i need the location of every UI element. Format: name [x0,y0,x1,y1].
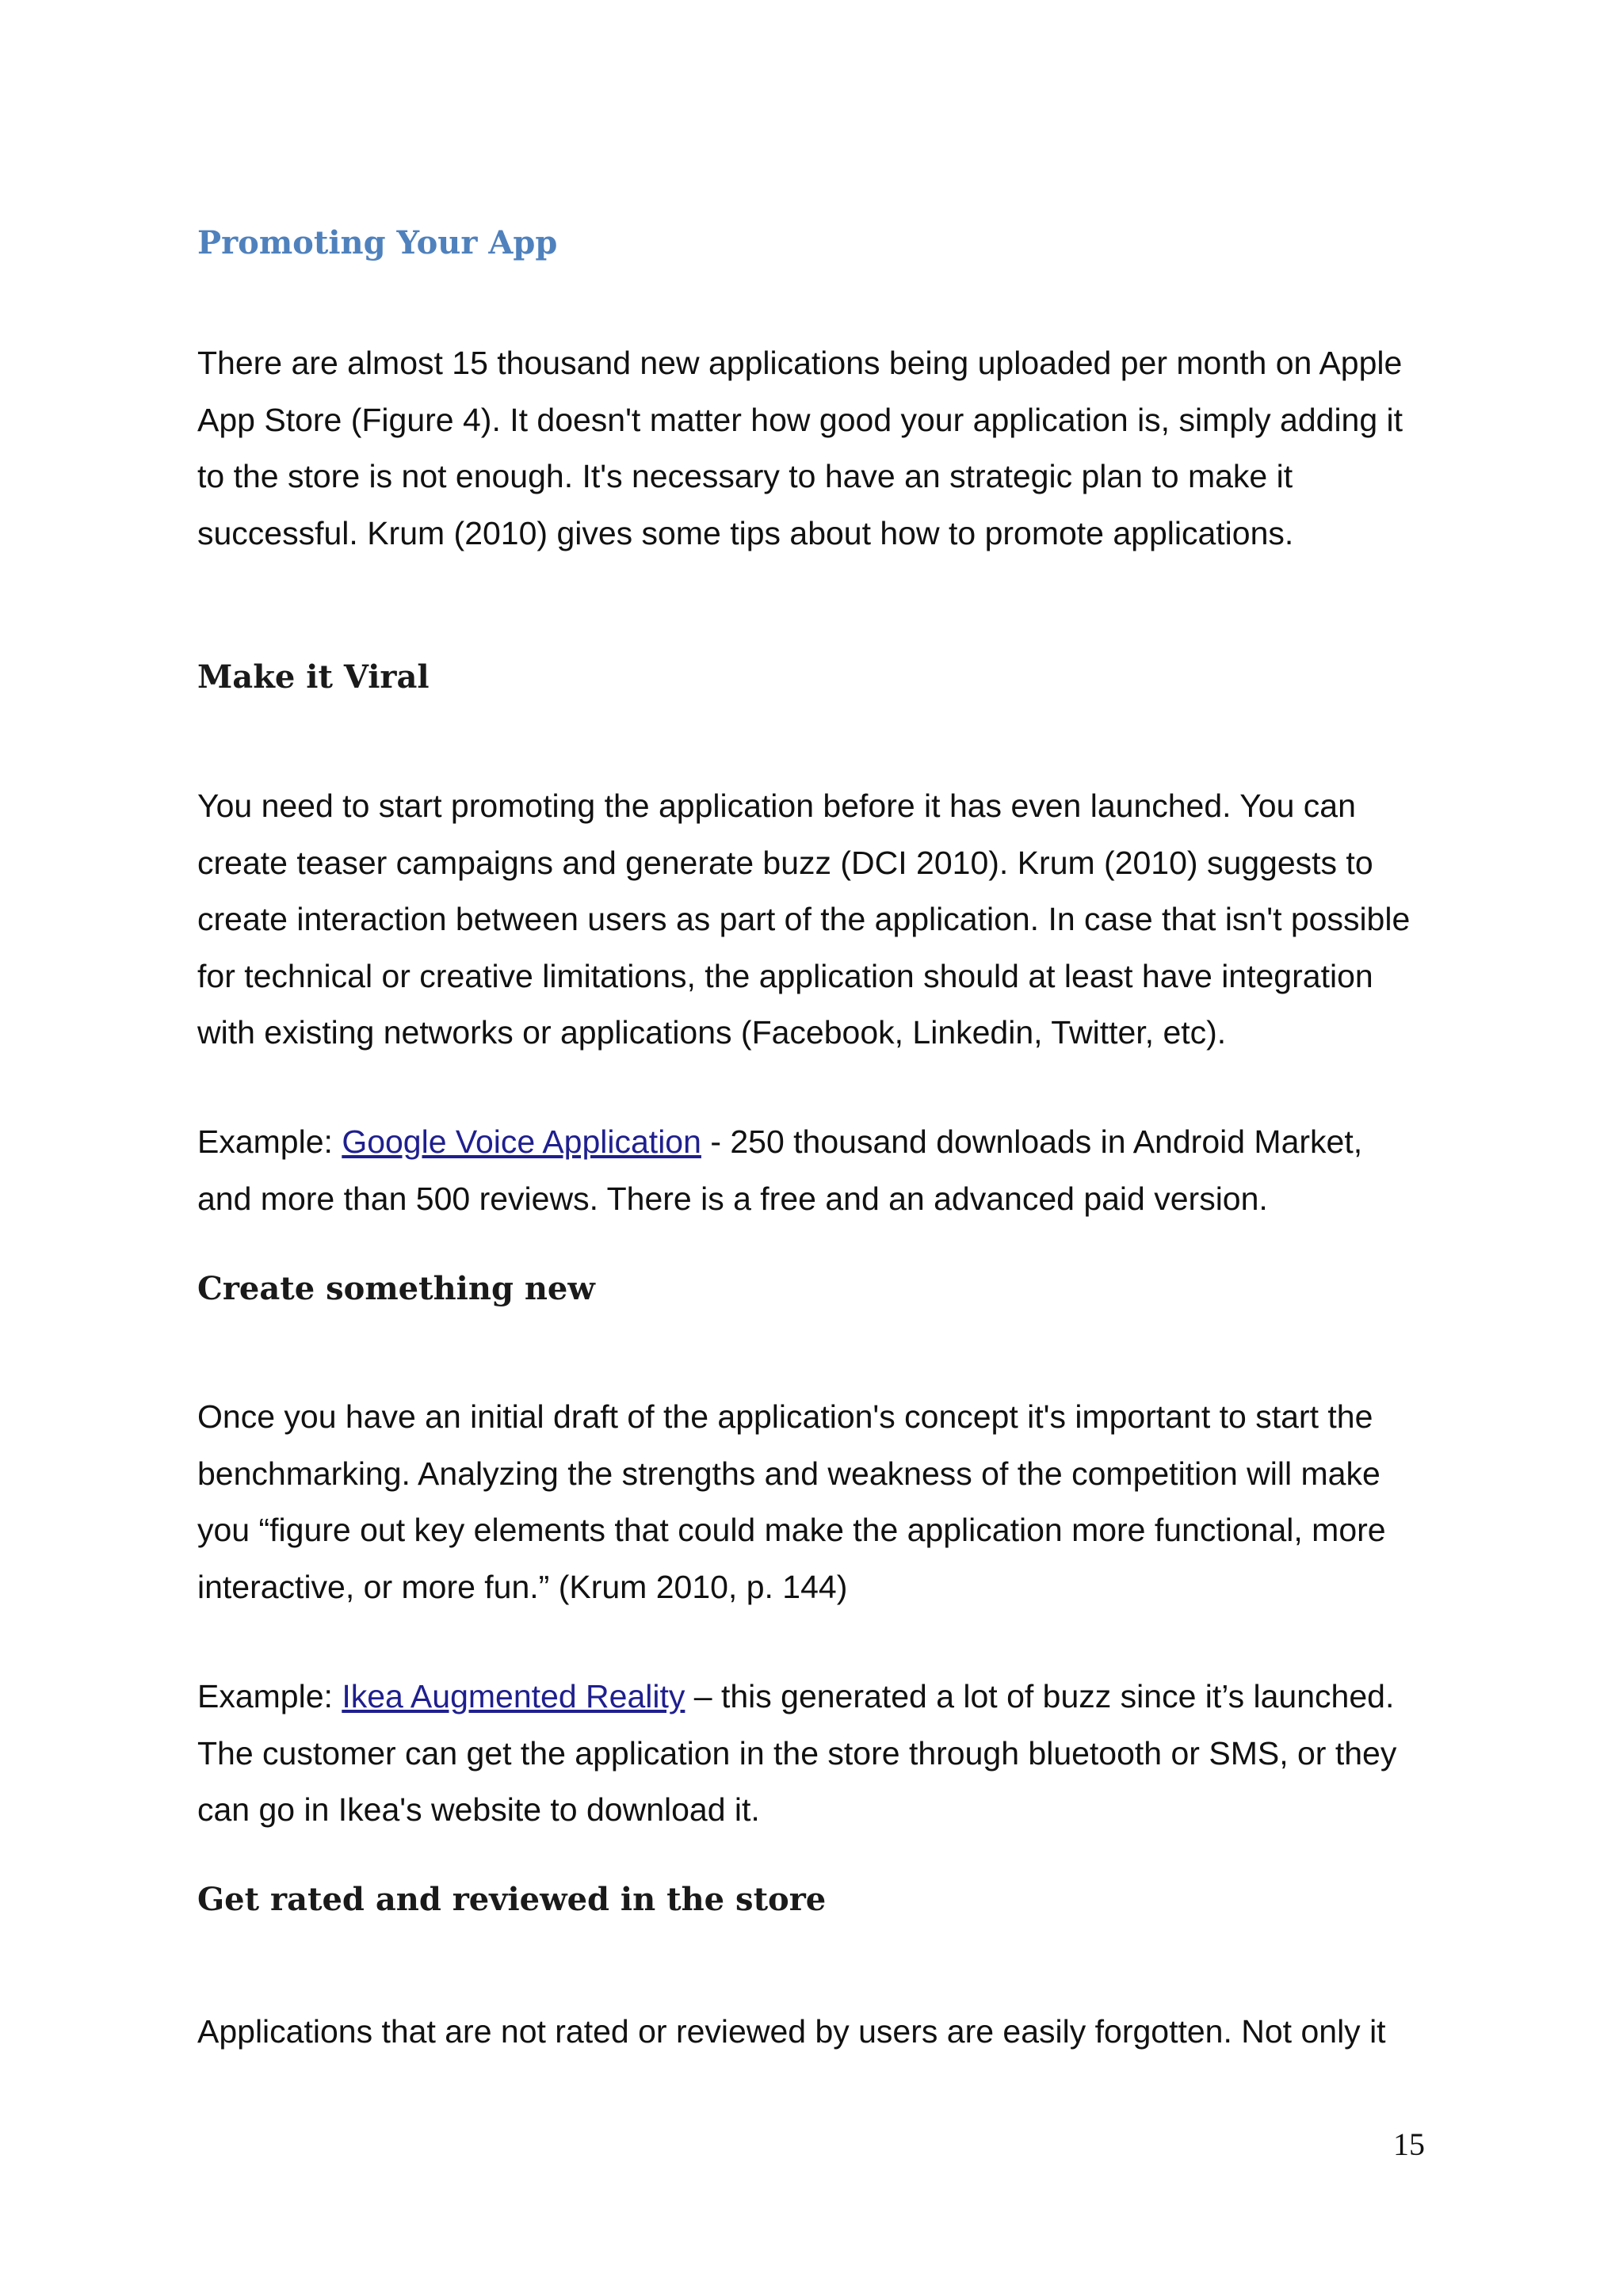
viral-example [197,1114,1434,1227]
example-line: The customer can get the application in the store through bluetooth or SMS, or they [197,1734,1397,1772]
example-line: and more than 500 reviews. There is a free and an advanced paid version. [197,1180,1268,1217]
paragraph-line: You need to start promoting the application before it has even launched. You can [197,788,1356,824]
google-voice-link[interactable]: Google Voice Application [342,1123,701,1160]
paragraph-line: interactive, or more fun.” (Krum 2010, p. 144) [197,1568,848,1605]
paragraph-line: to the store is not enough. It's necessary to have an strategic plan to make it [197,458,1293,494]
new-example [197,1669,1434,1839]
page-number: 15 [1393,2126,1425,2162]
paragraph-line: benchmarking. Analyzing the strengths and weakness of the competition will make [197,1455,1381,1492]
paragraph-line: App Store (Figure 4). It doesn't matter how good your application is, simply adding it [197,401,1403,438]
example-suffix: - 250 thousand downloads in Android Market, [701,1123,1363,1160]
section-title: Promoting Your App [197,224,558,261]
paragraph-line: you “figure out key elements that could make the application more functional, more [197,1512,1386,1548]
paragraph-line: create teaser campaigns and generate buzz (DCI 2010). Krum (2010) suggests to [197,844,1373,881]
paragraph-line: Once you have an initial draft of the application's concept it's important to start the [197,1398,1373,1435]
paragraph-line: successful. Krum (2010) gives some tips about how to promote applications. [197,514,1294,551]
paragraph-line: Applications that are not rated or reviewed by users are easily forgotten. Not only it [197,2013,1386,2050]
viral-paragraph [197,778,1434,1062]
heading-create-something-new: Create something new [197,1270,595,1307]
paragraph-line: with existing networks or applications (Facebook, Linkedin, Twitter, etc). [197,1014,1227,1051]
example-line [197,1669,1434,1726]
example-prefix: Example: [197,1678,342,1714]
heading-make-it-viral: Make it Viral [197,658,430,696]
rated-paragraph [197,2004,1434,2061]
paragraph-line: for technical or creative limitations, the application should at least have integration [197,957,1373,994]
example-line [197,1114,1434,1171]
example-line: can go in Ikea's website to download it. [197,1791,760,1828]
ikea-augmented-reality-link[interactable]: Ikea Augmented Reality [342,1678,685,1714]
example-suffix: – this generated a lot of buzz since it’s launched. [685,1678,1395,1714]
paragraph-line: create interaction between users as part of the application. In case that isn't possible [197,901,1411,937]
example-prefix: Example: [197,1123,342,1160]
new-paragraph [197,1389,1434,1615]
heading-get-rated-and-reviewed: Get rated and reviewed in the store [197,1881,827,1918]
paragraph-line: There are almost 15 thousand new applications being uploaded per month on Apple [197,345,1403,381]
intro-paragraph [197,335,1434,562]
